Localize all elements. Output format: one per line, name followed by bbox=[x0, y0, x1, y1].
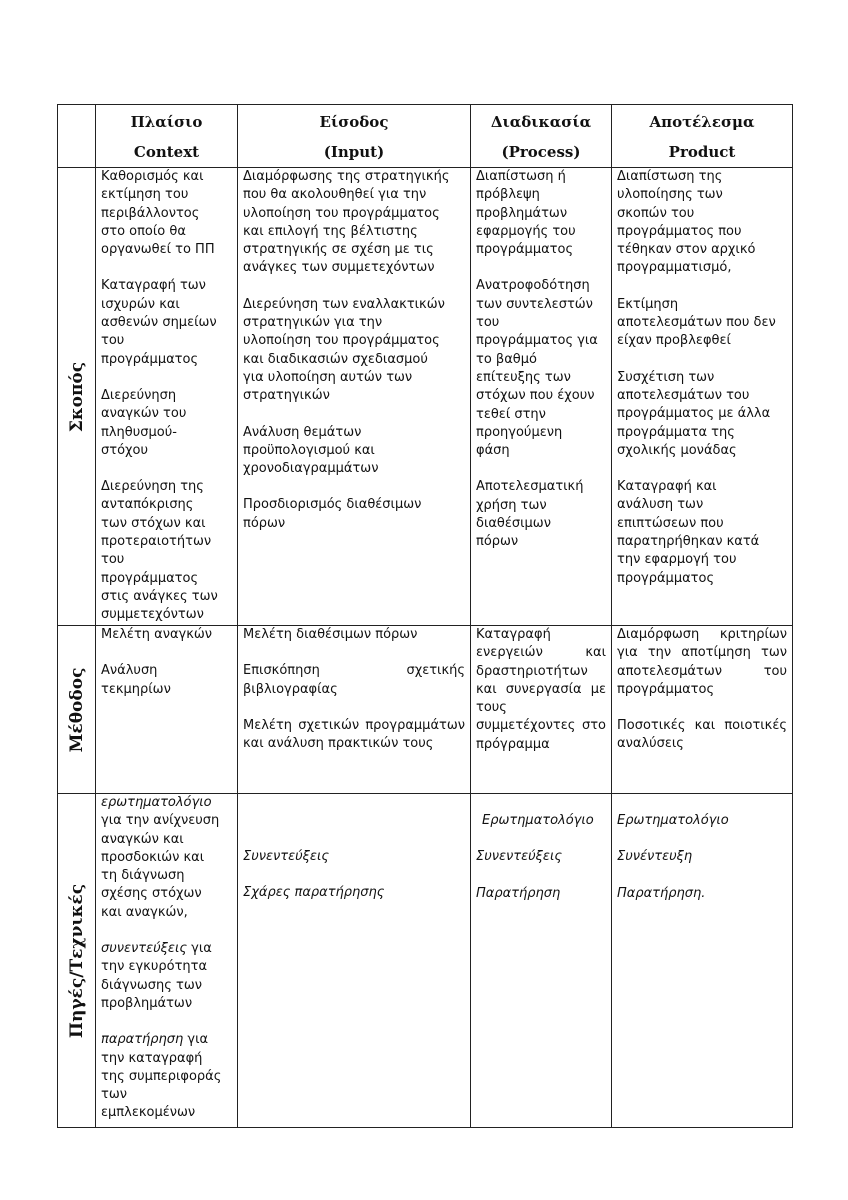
row-label-method: Μέθοδος bbox=[58, 626, 96, 794]
cell-sources-product: Ερωτηματολόγιο Συνέντευξη Παρατήρηση. bbox=[612, 794, 793, 1128]
cell-method-process: Καταγραφή ενεργειών και δραστηριοτήτων και συνεργασία με τους συμμετέχοντες στο πρόγραμμα bbox=[471, 626, 612, 794]
row-label-purpose: Σκοπός bbox=[58, 168, 96, 626]
evaluation-model-table bbox=[57, 104, 793, 1128]
row-purpose bbox=[58, 168, 793, 626]
cell-purpose-input: Διαμόρφωσης της στρατηγικής που θα ακολουθηθεί για την υλοποίηση του προγράμματος και επιλογή της βέλτιστης στρατηγικής σε σχέση με τις ανάγκες των συμμετεχόντων Διερεύνηση των εναλλακτικών στρατηγικών για την υλοποίηση του προγράμματος και διαδικασιών σχεδιασμού για υλοποίηση αυτών των στρατηγικών Ανάλυση θεμάτων προϋπολογισμού και χρονοδιαγραμμάτων Προσδιορισμός διαθέσιμων πόρων bbox=[238, 168, 471, 626]
row-method bbox=[58, 626, 793, 794]
cell-method-product: Διαμόρφωση κριτηρίων για την αποτίμηση των αποτελεσμάτων του προγράμματος Ποσοτικές και ποιοτικές αναλύσεις bbox=[612, 626, 793, 794]
cell-purpose-process: Διαπίστωση ή πρόβλεψη προβλημάτων εφαρμογής του προγράμματος Ανατροφοδότηση των συντελεστών του προγράμματος για το βαθμό επίτευξης των στόχων που έχουν τεθεί στην προηγούμενη φάση Αποτελεσματική χρήση των διαθέσιμων πόρων bbox=[471, 168, 612, 626]
corner-cell bbox=[58, 105, 96, 168]
cell-method-input: Μελέτη διαθέσιμων πόρων Επισκόπηση σχετικής βιβλιογραφίας Μελέτη σχετικών προγραμμάτων και ανάλυση πρακτικών τους bbox=[238, 626, 471, 794]
cell-sources-process: Ερωτηματολόγιο Συνεντεύξεις Παρατήρηση bbox=[471, 794, 612, 1128]
row-sources bbox=[58, 794, 793, 1128]
cell-sources-input: Συνεντεύξεις Σχάρες παρατήρησης bbox=[238, 794, 471, 1128]
cell-purpose-context: Καθορισμός και εκτίμηση του περιβάλλοντος στο οποίο θα οργανωθεί το ΠΠ Καταγραφή των ισχυρών και ασθενών σημείων του προγράμματος Διερεύνηση αναγκών του πληθυσμού- στόχου Διερεύνηση της ανταπόκρισης των στόχων και προτεραιοτήτων του προγράμματος στις ανάγκες των συμμετεχόντων bbox=[96, 168, 238, 626]
cell-sources-context: ερωτηματολόγιο για την ανίχνευση αναγκών και προσδοκιών και τη διάγνωση σχέσης στόχων και αναγκών, συνεντεύξεις για την εγκυρότητα διάγνωσης των προβλημάτων παρατήρηση για την καταγραφή της συμπεριφοράς των εμπλεκομένων bbox=[96, 794, 238, 1128]
header-input: Είσοδος (Input) bbox=[238, 105, 471, 168]
cell-purpose-product: Διαπίστωση της υλοποίησης των σκοπών του προγράμματος που τέθηκαν στον αρχικό προγραμματισμό, Εκτίμηση αποτελεσμάτων που δεν είχαν προβλεφθεί Συσχέτιση των αποτελεσμάτων του προγράμματος με άλλα προγράμματα της σχολικής μονάδας Καταγραφή και ανάλυση των επιπτώσεων που παρατηρήθηκαν κατά την εφαρμογή του προγράμματος bbox=[612, 168, 793, 626]
cell-method-context: Μελέτη αναγκών Ανάλυση τεκμηρίων bbox=[96, 626, 238, 794]
header-process: Διαδικασία (Process) bbox=[471, 105, 612, 168]
header-row bbox=[58, 105, 793, 168]
row-label-sources: Πηγές/Τεχνικές bbox=[58, 794, 96, 1128]
header-context: Πλαίσιο Context bbox=[96, 105, 238, 168]
header-product: Αποτέλεσμα Product bbox=[612, 105, 793, 168]
